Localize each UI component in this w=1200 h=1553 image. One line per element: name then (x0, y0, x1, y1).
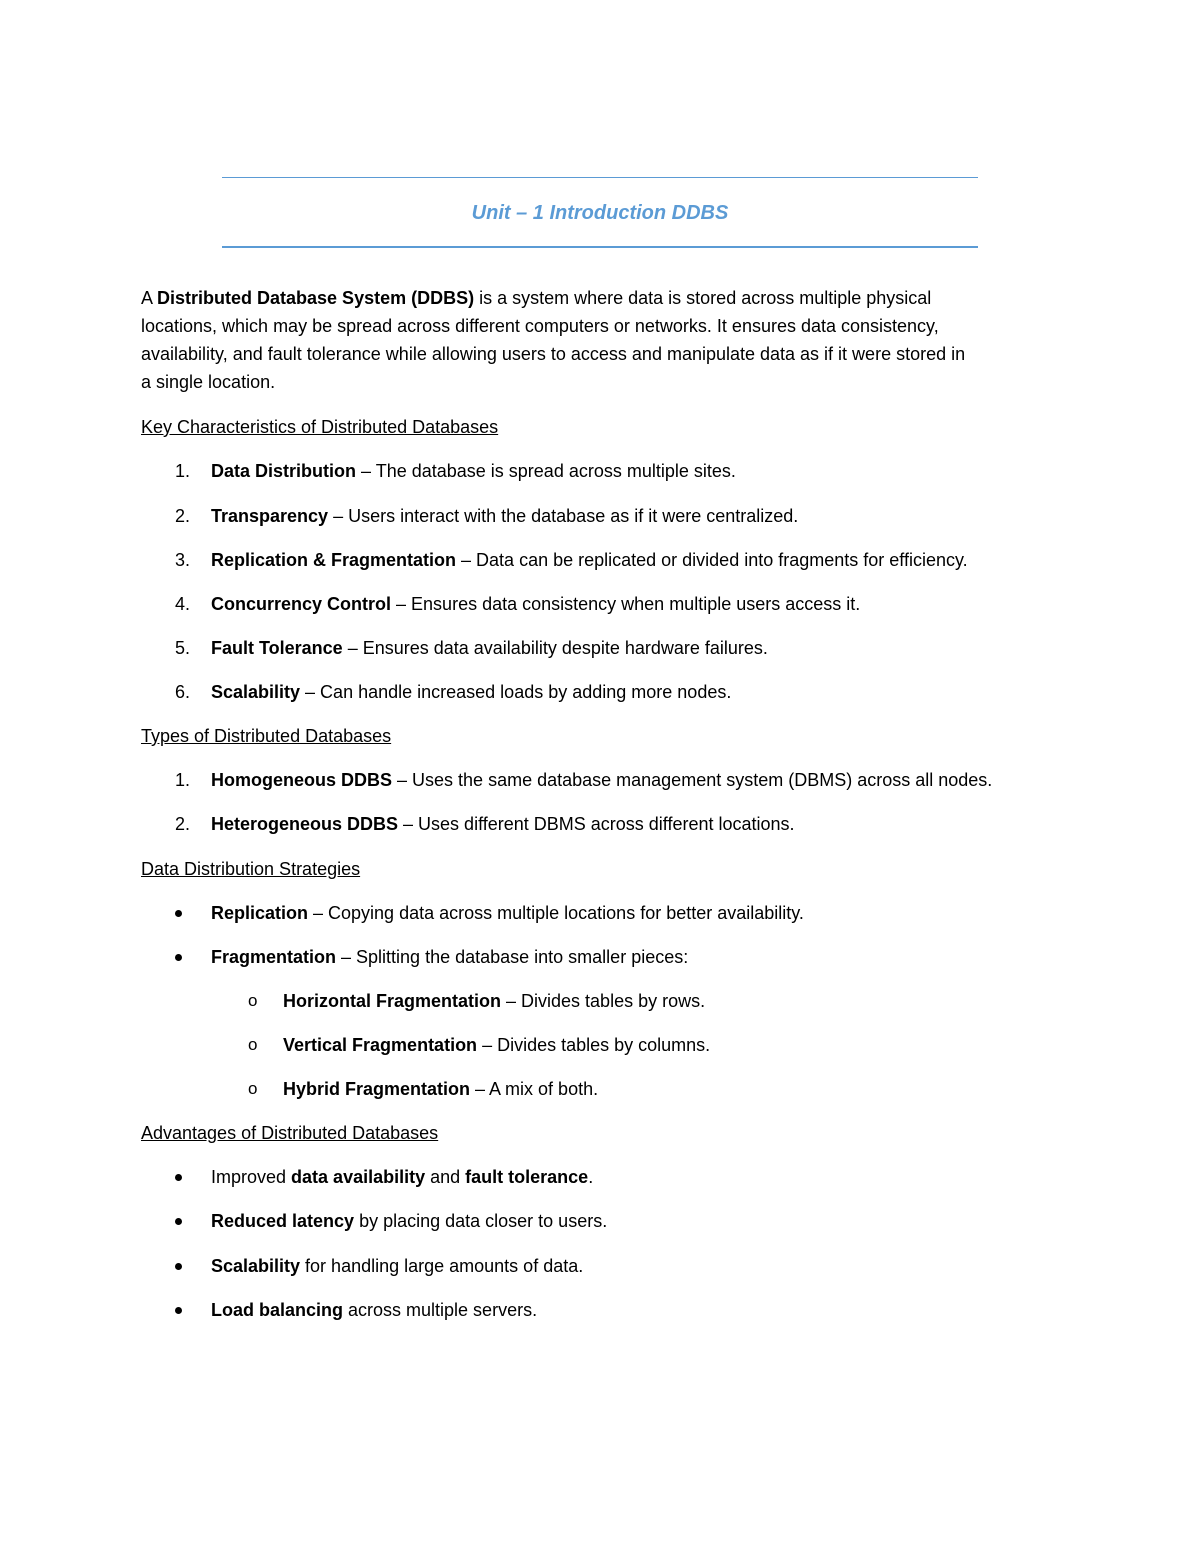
list-item (211, 634, 768, 662)
sub-list-item (283, 987, 705, 1015)
intro-line-4: a single location. (141, 372, 276, 392)
item-desc: – Can handle increased loads by adding more nodes. (300, 682, 732, 702)
item-desc: across multiple servers. (343, 1300, 538, 1320)
intro-paragraph (141, 284, 1066, 396)
title-rule-top (222, 177, 978, 178)
list-item (211, 1207, 607, 1235)
list-item (211, 943, 688, 971)
intro-line-1-rest: is a system where data is stored across multiple physical (474, 288, 932, 308)
item-term: Heterogeneous DDBS (211, 814, 399, 834)
item-desc: – Divides tables by columns. (477, 1035, 711, 1055)
list-item (211, 899, 804, 927)
list-number: 4. (175, 594, 191, 614)
item-desc: – Uses different DBMS across different locations. (398, 814, 795, 834)
list-number: 1. (175, 770, 191, 790)
item-term: Fragmentation (211, 947, 337, 967)
item-term: Vertical Fragmentation (283, 1035, 478, 1055)
list-item (211, 502, 798, 530)
sub-bullet-icon: o (248, 991, 258, 1010)
item-term: Concurrency Control (211, 594, 392, 614)
list-item (211, 546, 968, 574)
heading-types: Types of Distributed Databases (141, 726, 392, 746)
item-desc: – Ensures data consistency when multiple users access it. (391, 594, 861, 614)
list-item (211, 590, 860, 618)
list-number: 2. (175, 506, 191, 526)
item-pre: Improved (211, 1167, 292, 1187)
item-term: Data Distribution (211, 461, 357, 481)
intro-prefix: A (141, 288, 158, 308)
list-item (211, 766, 992, 794)
bullet-icon (175, 1263, 182, 1270)
list-item (211, 810, 795, 838)
item-term: Scalability (211, 1256, 301, 1276)
sub-list-item (283, 1031, 710, 1059)
item-term: Fault Tolerance (211, 638, 343, 658)
list-item (211, 1252, 583, 1280)
bullet-icon (175, 1307, 182, 1314)
item-desc: – Users interact with the database as if it were centralized. (328, 506, 799, 526)
intro-line-2: locations, which may be spread across different computers or networks. It ensures data consistency, (141, 316, 939, 336)
sub-list-item (283, 1075, 598, 1103)
list-number: 2. (175, 814, 191, 834)
intro-line-3: availability, and fault tolerance while allowing users to access and manipulate data as if it were stored in (141, 344, 966, 364)
item-term: Replication (211, 903, 309, 923)
list-number: 6. (175, 682, 191, 702)
heading-advantages: Advantages of Distributed Databases (141, 1123, 439, 1143)
item-term: Replication & Fragmentation (211, 550, 457, 570)
item-mid: and (425, 1167, 466, 1187)
item-post: . (588, 1167, 594, 1187)
item-term: Horizontal Fragmentation (283, 991, 502, 1011)
list-item (211, 1296, 537, 1324)
item-term: Transparency (211, 506, 329, 526)
list-item (211, 678, 731, 706)
list-item (211, 1163, 593, 1191)
item-term: Load balancing (211, 1300, 344, 1320)
list-number: 5. (175, 638, 191, 658)
item-term: Reduced latency (211, 1211, 355, 1231)
heading-strategies: Data Distribution Strategies (141, 859, 361, 879)
item-desc: – Uses the same database management system (DBMS) across all nodes. (392, 770, 993, 790)
heading-characteristics: Key Characteristics of Distributed Databases (141, 417, 499, 437)
bullet-icon (175, 1218, 182, 1225)
title-rule-bottom (222, 246, 978, 248)
item-term: Hybrid Fragmentation (283, 1079, 471, 1099)
item-term: data availability (291, 1167, 426, 1187)
item-desc: by placing data closer to users. (354, 1211, 608, 1231)
sub-bullet-icon: o (248, 1079, 258, 1098)
list-item (211, 457, 736, 485)
item-desc: for handling large amounts of data. (300, 1256, 584, 1276)
bullet-icon (175, 910, 182, 917)
list-number: 3. (175, 550, 191, 570)
bullet-icon (175, 1174, 182, 1181)
item-desc: – A mix of both. (470, 1079, 599, 1099)
item-desc: – Data can be replicated or divided into fragments for efficiency. (456, 550, 968, 570)
item-desc: – Copying data across multiple locations for better availability. (308, 903, 804, 923)
list-number: 1. (175, 461, 191, 481)
item-desc: – Divides tables by rows. (501, 991, 706, 1011)
intro-term: Distributed Database System (DDBS) (157, 288, 475, 308)
document-title: Unit – 1 Introduction DDBS (471, 202, 729, 224)
item-term-2: fault tolerance (465, 1167, 589, 1187)
item-desc: – Splitting the database into smaller pieces: (336, 947, 689, 967)
item-desc: – Ensures data availability despite hardware failures. (342, 638, 768, 658)
bullet-icon (175, 954, 182, 961)
item-term: Homogeneous DDBS (211, 770, 393, 790)
item-term: Scalability (211, 682, 301, 702)
intro-line-1 (141, 284, 1066, 312)
item-desc: – The database is spread across multiple sites. (356, 461, 736, 481)
sub-bullet-icon: o (248, 1035, 258, 1054)
